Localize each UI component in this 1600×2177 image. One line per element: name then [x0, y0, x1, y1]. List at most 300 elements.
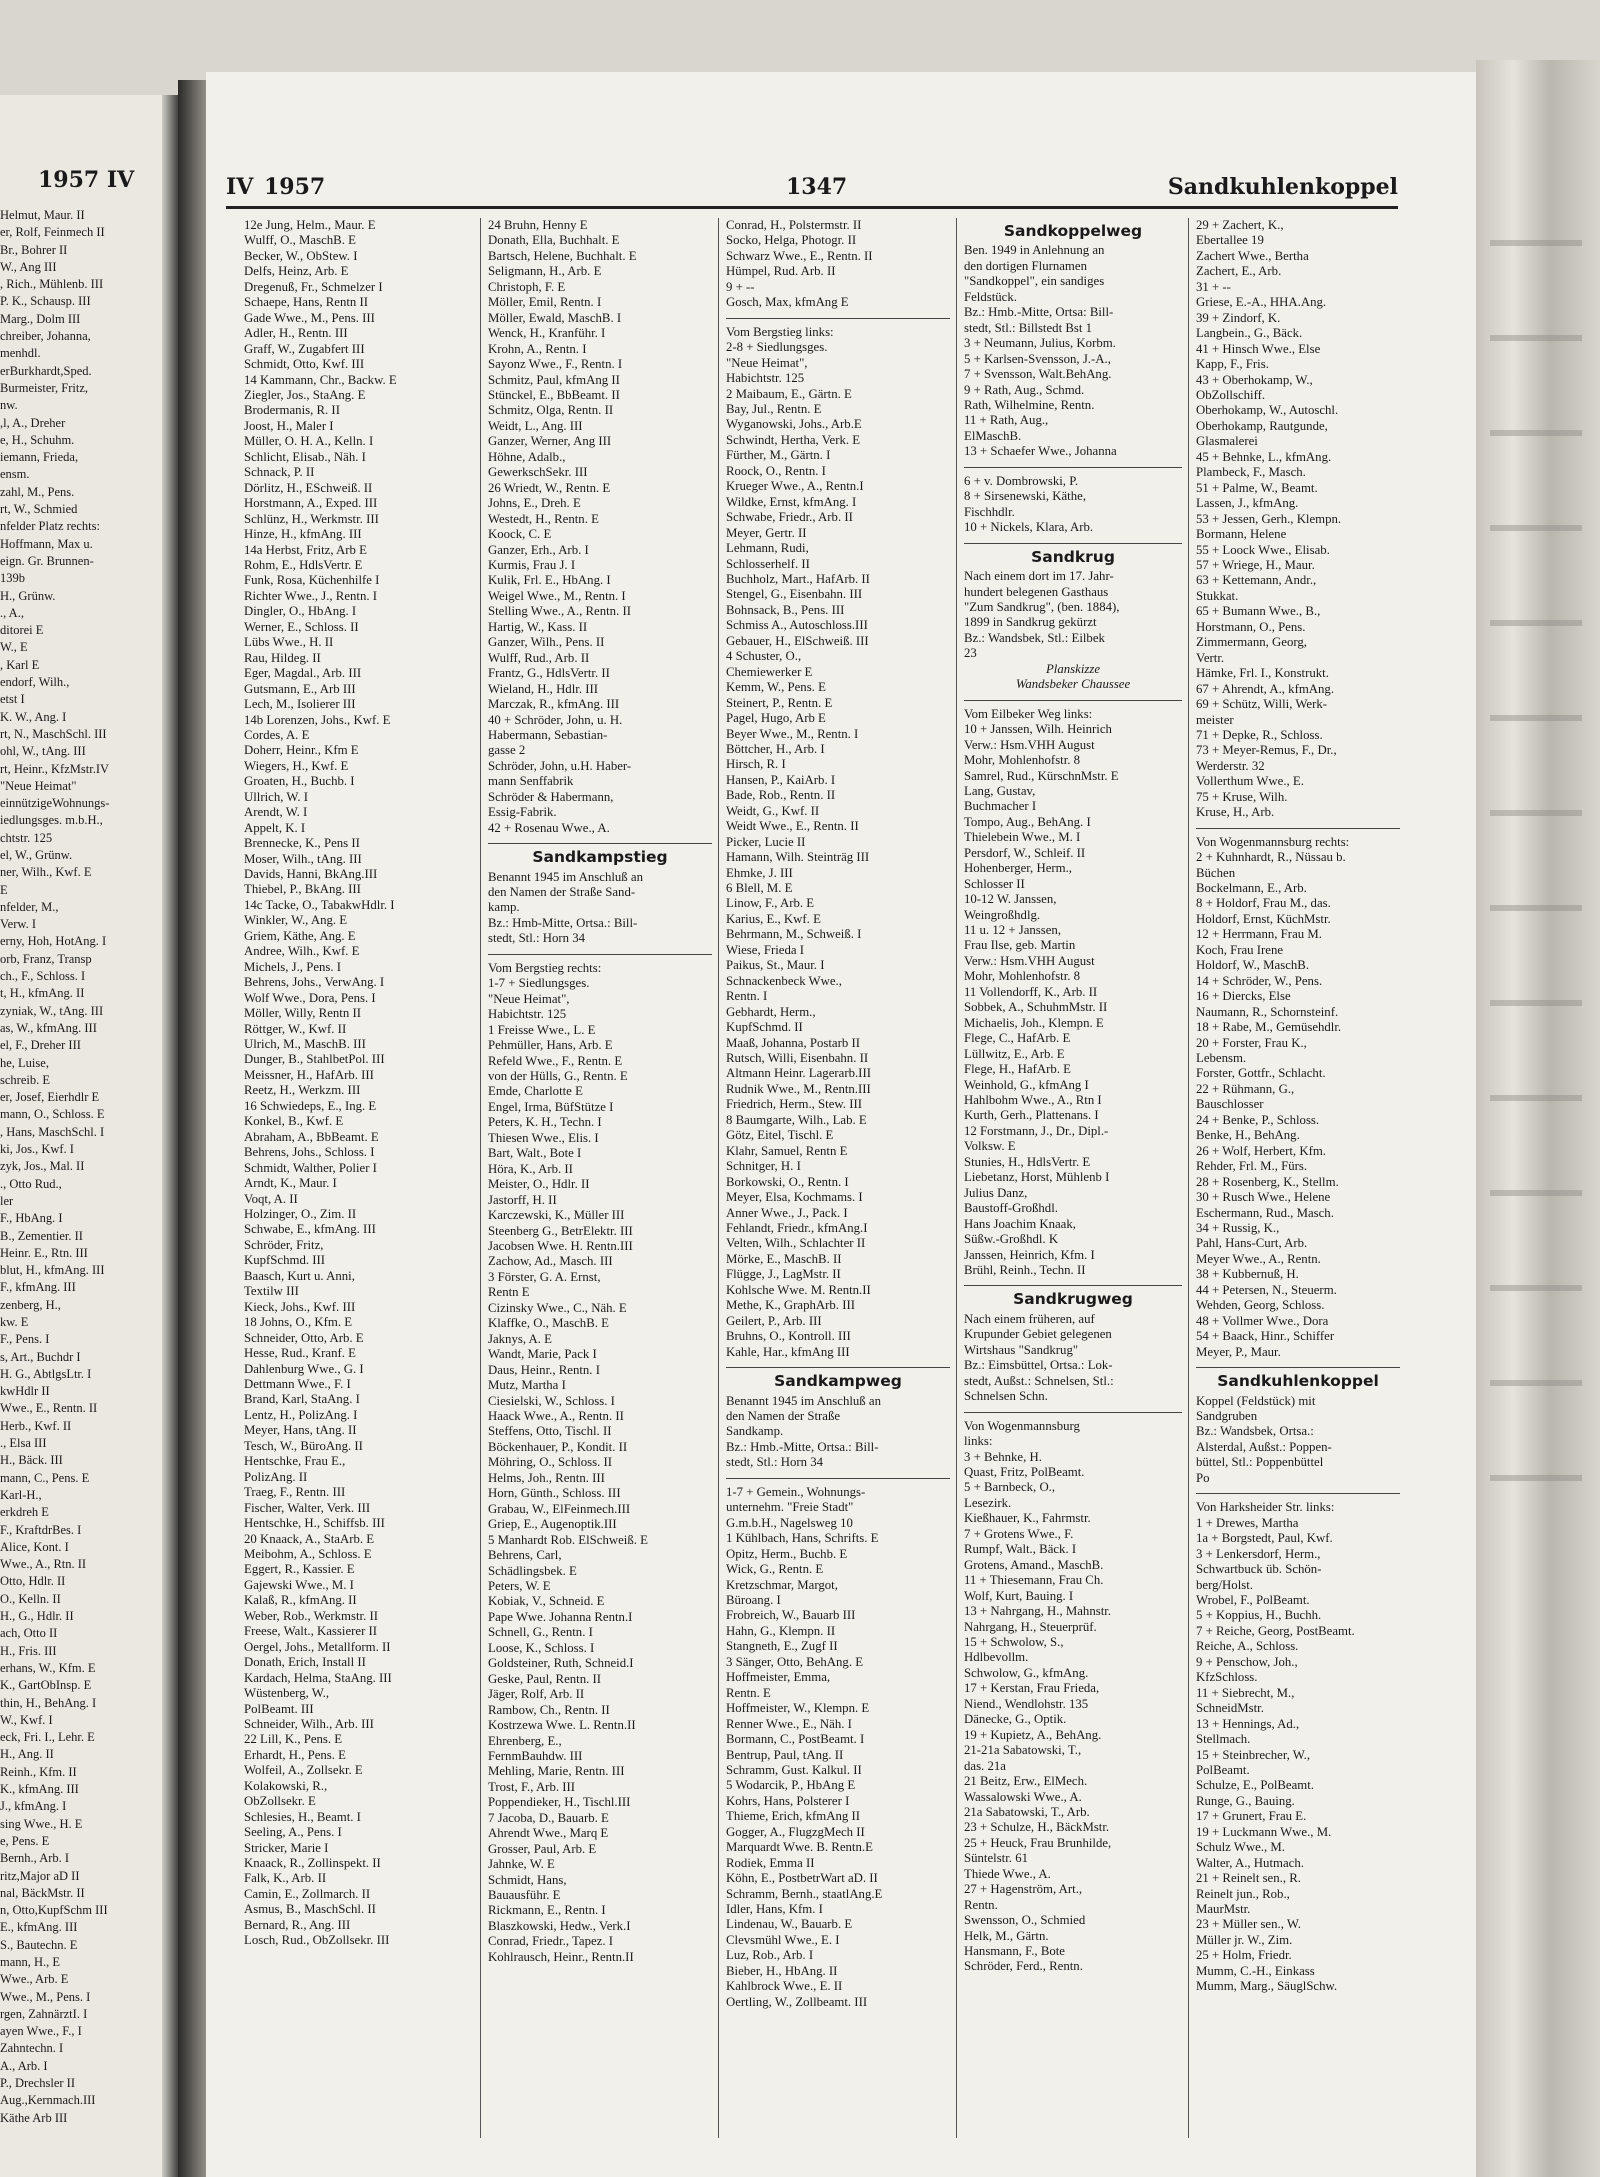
directory-entry: Griese, E.-A., HHA.Ang.: [1196, 295, 1327, 310]
directory-entry: 9 + Rath, Aug., Schmd.: [964, 382, 1085, 397]
directory-entry: Ciesielski, W., Schloss. I: [488, 1393, 615, 1408]
directory-entry: Baasch, Kurt u. Anni,: [244, 1268, 355, 1283]
directory-entry: 65 + Bumann Wwe., B.,: [1196, 604, 1321, 619]
page-edge-stripe: [1490, 1380, 1582, 1386]
directory-entry: Voqt, A. II: [244, 1191, 298, 1206]
directory-entry: Wick, G., Rentn. E: [726, 1562, 824, 1577]
left-page-line: ensm.: [0, 467, 30, 482]
left-page-line: J., kfmAng. I: [0, 1799, 67, 1814]
directory-entry: Kahle, Har., kfmAng III: [726, 1344, 850, 1359]
directory-entry: Plambeck, F., Masch.: [1196, 465, 1306, 480]
directory-entry: 11 + Siebrecht, M.,: [1196, 1685, 1295, 1700]
directory-entry: 24 Bruhn, Henny E: [488, 218, 588, 232]
directory-entry: Stangneth, E., Zugf II: [726, 1639, 838, 1654]
left-page-line: iemann, Frieda,: [0, 450, 79, 465]
directory-entry: Thiebel, P., BkAng. III: [244, 882, 361, 897]
directory-entry: Röttger, W., Kwf. II: [244, 1021, 347, 1036]
header-year: 1957: [264, 174, 326, 200]
directory-entry: 27 + Hagenström, Art.,: [964, 1882, 1083, 1897]
left-page-line: ditorei E: [0, 623, 44, 638]
column-3: [726, 218, 950, 2138]
left-page-header: 1957 IV: [38, 167, 135, 193]
directory-entry: 9 + --: [726, 279, 755, 294]
left-page-line: erny, Hoh, HotAng. I: [0, 934, 107, 949]
directory-entry: Clevsmühl Wwe., E. I: [726, 1932, 840, 1947]
directory-entry: 1 + Drewes, Martha: [1196, 1515, 1299, 1530]
left-page-line: , Karl E: [0, 657, 40, 672]
directory-entry: Anner Wwe., J., Pack. I: [726, 1205, 848, 1220]
directory-entry: Cizinsky Wwe., C., Näh. E: [488, 1300, 627, 1315]
directory-columns: [244, 218, 1400, 2138]
left-page-line: Helmut, Maur. II: [0, 208, 85, 222]
directory-entry: Ebertallee 19: [1196, 233, 1264, 248]
directory-entry: Gebauer, H., ElSchweiß. III: [726, 633, 869, 648]
directory-entry: Meyer, Gertr. II: [726, 525, 807, 540]
directory-entry: Schädlingsbek. E: [488, 1563, 577, 1578]
directory-entry: 7 Jacoba, D., Bauarb. E: [488, 1810, 609, 1825]
directory-entry: Brühl, Reinh., Techn. II: [964, 1263, 1086, 1277]
header-roman: IV: [226, 174, 254, 200]
directory-entry: Eger, Magdal., Arb. III: [244, 666, 362, 681]
left-page-line: er, Rolf, Feinmech II: [0, 225, 105, 240]
page-header: [226, 170, 1398, 209]
street-heading: Sandkuhlenkoppel: [1217, 1374, 1379, 1390]
directory-entry: 53 + Jessen, Gerh., Klempn.: [1196, 511, 1342, 526]
directory-entry: Methe, K., GraphArb. III: [726, 1298, 855, 1313]
directory-entry: Schneider, Otto, Arb. E: [244, 1330, 364, 1345]
directory-entry: Goldsteiner, Ruth, Schneid.I: [488, 1656, 634, 1671]
directory-entry: Böckenhauer, P., Kondit. II: [488, 1439, 628, 1454]
directory-entry: Meyer Wwe., A., Rentn.: [1196, 1251, 1321, 1266]
directory-entry: Stricker, Marie I: [244, 1840, 329, 1855]
left-page: [0, 95, 178, 2177]
left-page-line: 139b: [0, 571, 25, 586]
left-page-line: Hoffmann, Max u.: [0, 536, 93, 551]
left-page-line: erBurkhardt,Sped.: [0, 363, 92, 378]
directory-entry: 4 Schuster, O.,: [726, 649, 802, 664]
directory-entry: Michaelis, Joh., Klempn. E: [964, 1015, 1104, 1030]
directory-entry: Jahnke, W. E: [488, 1857, 555, 1872]
directory-entry: Luz, Rob., Arb. I: [726, 1948, 814, 1963]
page-edge-stripe: [1490, 335, 1582, 341]
directory-entry: 26 Wriedt, W., Rentn. E: [488, 480, 611, 495]
directory-entry: Hansen, P., KaiArb. I: [726, 772, 836, 787]
directory-entry: Krueger Wwe., A., Rentn.I: [726, 479, 864, 494]
left-page-line: etst I: [0, 692, 25, 707]
directory-entry: Gajewski Wwe., M. I: [244, 1577, 354, 1592]
left-page-line: er, Josef, Eierhdlr E: [0, 1090, 100, 1105]
left-page-line: Heinr. E., Rtn. III: [0, 1245, 88, 1260]
directory-entry: Quast, Fritz, PolBeamt.: [964, 1464, 1085, 1479]
directory-entry: 9 + Penschow, Joh.,: [1196, 1654, 1298, 1669]
left-page-line: Otto, Hdlr. II: [0, 1574, 66, 1589]
directory-entry: Schnell, G., Rentn. I: [488, 1625, 593, 1640]
directory-entry: Essig-Fabrik.: [488, 805, 557, 820]
directory-entry: FernmBauhdw. III: [488, 1748, 583, 1763]
directory-entry: Peters, K. H., Techn. I: [488, 1115, 602, 1130]
directory-entry: Falk, K., Arb. II: [244, 1871, 327, 1886]
directory-entry: Kieck, Johs., Kwf. III: [244, 1299, 356, 1314]
directory-entry: Hentschke, Frau E.,: [244, 1454, 346, 1469]
directory-entry: Geilert, P., Arb. III: [726, 1313, 822, 1328]
directory-entry: Wolf Wwe., Dora, Pens. I: [244, 990, 376, 1005]
directory-entry: Buchmacher I: [964, 799, 1037, 814]
left-page-line: endorf, Wilh.,: [0, 675, 70, 690]
directory-entry: Meyer, Hans, tAng. II: [244, 1423, 357, 1438]
left-page-line: iedlungsges. m.b.H.,: [0, 813, 103, 828]
directory-entry: 20 Knaack, A., StaArb. E: [244, 1531, 375, 1546]
directory-entry: Schlicht, Elisab., Näh. I: [244, 449, 366, 464]
directory-entry: Geske, Paul, Rentn. II: [488, 1671, 602, 1686]
directory-entry: Stellmach.: [1196, 1732, 1251, 1747]
left-page-line: Wwe., Arb. E: [0, 1972, 69, 1987]
directory-entry: 8 + Holdorf, Frau M., das.: [1196, 896, 1331, 911]
directory-entry: 28 + Rosenberg, K., Stellm.: [1196, 1174, 1339, 1189]
directory-entry: 13 + Hennings, Ad.,: [1196, 1716, 1300, 1731]
directory-entry: Lindenau, W., Bauarb. E: [726, 1917, 853, 1932]
directory-entry: Bieber, H., HbAng. II: [726, 1963, 838, 1978]
directory-entry: Von Harksheider Str. links:: [1196, 1500, 1335, 1515]
directory-entry: KfzSchloss.: [1196, 1670, 1258, 1685]
directory-entry: Refeld Wwe., F., Rentn. E: [488, 1053, 623, 1068]
directory-entry: Müller jr. W., Zim.: [1196, 1932, 1293, 1947]
left-page-line: ler: [0, 1193, 14, 1208]
directory-entry: Sandkamp.: [726, 1424, 784, 1439]
directory-entry: Pape Wwe. Johanna Rentn.I: [488, 1609, 633, 1624]
left-page-line: Wwe., A., Rtn. II: [0, 1557, 87, 1572]
directory-entry: Horstmann, A., Exped. III: [244, 496, 378, 511]
directory-entry: KupfSchmd. III: [244, 1253, 326, 1268]
directory-entry: Bz.: Hmb.-Mitte, Ortsa.: Bill-: [726, 1439, 879, 1454]
directory-entry: 48 + Vollmer Wwe., Dora: [1196, 1313, 1329, 1328]
directory-entry: Meyer, P., Maur.: [1196, 1344, 1281, 1359]
left-page-line: Zahntechn. I: [0, 2041, 64, 2056]
directory-entry: Wolf, Kurt, Bauing. I: [964, 1588, 1074, 1603]
directory-entry: hundert belegenen Gasthaus: [964, 584, 1109, 599]
directory-entry: Lang, Gustav,: [964, 783, 1036, 798]
directory-entry: Conrad, H., Polstermstr. II: [726, 218, 862, 232]
directory-entry: Rehder, Frl. M., Fürs.: [1196, 1159, 1308, 1174]
directory-entry: Julius Danz,: [964, 1185, 1028, 1200]
directory-entry: Andree, Wilh., Kwf. E: [244, 944, 360, 959]
directory-entry: Erhardt, H., Pens. E: [244, 1747, 347, 1762]
directory-entry: von der Hülls, G., Rentn. E: [488, 1069, 628, 1084]
left-page-line: F., KraftdrBes. I: [0, 1522, 82, 1537]
directory-entry: Dahlenburg Wwe., G. I: [244, 1361, 364, 1376]
directory-entry: Weinhold, G., kfmAng I: [964, 1077, 1089, 1092]
directory-entry: stedt, Stl.: Horn 34: [726, 1455, 824, 1470]
left-page-line: nfelder Platz rechts:: [0, 519, 100, 534]
left-page-line: nal, BäckMstr. II: [0, 1885, 85, 1900]
directory-entry: Runge, G., Bauing.: [1196, 1793, 1295, 1808]
italic-note: Wandsbeker Chaussee: [1015, 677, 1131, 692]
left-page-line: F., Pens. I: [0, 1332, 50, 1347]
directory-entry: Schmidt, Otto, Kwf. III: [244, 357, 365, 372]
directory-entry: 19 + Luckmann Wwe., M.: [1196, 1824, 1332, 1839]
directory-entry: 45 + Behnke, L., kfmAng.: [1196, 449, 1332, 464]
directory-entry: Ahrendt Wwe., Marq E: [488, 1826, 609, 1841]
directory-entry: 26 + Wolf, Herbert, Kfm.: [1196, 1143, 1326, 1158]
directory-entry: Rentn. I: [726, 989, 768, 1004]
directory-entry: Persdorf, W., Schleif. II: [964, 845, 1086, 860]
directory-entry: Wehden, Georg, Schloss.: [1196, 1298, 1325, 1313]
left-page-line: kw. E: [0, 1315, 29, 1329]
directory-entry: Idler, Hans, Kfm. I: [726, 1902, 823, 1917]
section-rule: [964, 1412, 1182, 1413]
directory-entry: Reinelt jun., Rob.,: [1196, 1886, 1290, 1901]
directory-entry: 39 + Zindorf, K.: [1196, 310, 1281, 325]
left-page-line: Wwe., E., Rentn. II: [0, 1401, 98, 1416]
directory-entry: stedt, Stl.: Billstedt Bst 1: [964, 320, 1092, 335]
directory-entry: Bernard, R., Ang. III: [244, 1917, 351, 1932]
directory-entry: Grotens, Amand., MaschB.: [964, 1557, 1104, 1572]
directory-entry: 5 + Barnbeck, O.,: [964, 1480, 1056, 1495]
left-page-line: ayen Wwe., F., I: [0, 2024, 82, 2039]
directory-entry: Kostrzewa Wwe. L. Rentn.II: [488, 1718, 636, 1733]
left-page-line: H. G., AbtlgsLtr. I: [0, 1366, 92, 1381]
directory-entry: Forster, Gottfr., Schlacht.: [1196, 1066, 1326, 1081]
directory-entry: 55 + Loock Wwe., Elisab.: [1196, 542, 1330, 557]
directory-entry: Böttcher, H., Arb. I: [726, 741, 825, 756]
directory-entry: Paikus, St., Maur. I: [726, 958, 825, 973]
street-heading: Sandkoppelweg: [1003, 224, 1143, 240]
directory-entry: Höhne, Adalb.,: [488, 449, 566, 464]
directory-entry: 11 Vollendorff, K., Arb. II: [964, 984, 1098, 999]
directory-entry: 11 u. 12 + Janssen,: [964, 923, 1062, 938]
directory-entry: 2 Maibaum, E., Gärtn. E: [726, 386, 852, 401]
directory-entry: 69 + Schütz, Willi, Werk-: [1196, 697, 1328, 712]
directory-entry: Mutz, Martha I: [488, 1378, 566, 1393]
directory-entry: Michels, J., Pens. I: [244, 959, 342, 974]
directory-entry: Ganzer, Erh., Arb. I: [488, 542, 589, 557]
directory-entry: Doherr, Heinr., Kfm E: [244, 743, 359, 758]
directory-entry: gasse 2: [488, 743, 526, 758]
directory-entry: Glasmalerei: [1196, 434, 1258, 449]
left-page-line: S., Bautechn. E: [0, 1937, 78, 1952]
directory-entry: Vollerthum Wwe., E.: [1196, 774, 1304, 789]
directory-entry: Weingroßhdlg.: [964, 907, 1041, 922]
directory-entry: Schröder, John, u.H. Haber-: [488, 758, 632, 773]
directory-entry: Schwabe, Friedr., Arb. II: [726, 510, 853, 525]
page-edge-stripe: [1490, 1190, 1582, 1196]
directory-entry: Lesezirk.: [964, 1495, 1012, 1510]
directory-entry: Thielebein Wwe., M. I: [964, 830, 1081, 845]
directory-entry: 3 Sänger, Otto, BehAng. E: [726, 1654, 864, 1669]
left-page-line: menhdl.: [0, 346, 41, 361]
directory-entry: Ulrich, M., MaschB. III: [244, 1037, 366, 1052]
directory-entry: 18 Johns, O., Kfm. E: [244, 1315, 353, 1330]
page-edge-stripe: [1490, 240, 1582, 246]
directory-entry: Kardach, Helma, StaAng. III: [244, 1670, 392, 1685]
left-page-line: eck, Fri. I., Lehr. E: [0, 1730, 95, 1745]
left-page-line: E: [0, 882, 8, 897]
directory-entry: 71 + Depke, R., Schloss.: [1196, 727, 1323, 742]
directory-entry: Schmitz, Paul, kfmAng II: [488, 372, 620, 387]
directory-entry: Schwabe, E., kfmAng. III: [244, 1222, 376, 1237]
directory-entry: Schwindt, Hertha, Verk. E: [726, 432, 861, 447]
directory-entry: 22 + Rühmann, G.,: [1196, 1081, 1295, 1096]
directory-entry: Arndt, K., Maur. I: [244, 1176, 337, 1191]
directory-entry: Vertr.: [1196, 650, 1225, 665]
directory-entry: Meister, O., Hdlr. II: [488, 1177, 590, 1192]
directory-entry: 2-8 + Siedlungsges.: [726, 340, 828, 355]
directory-entry: Winkler, W., Ang. E: [244, 913, 348, 928]
left-page-line: rt, W., Schmied: [0, 502, 78, 517]
column-divider: [718, 218, 719, 2138]
left-page-line: ach, Otto II: [0, 1626, 58, 1641]
directory-entry: Bormann, Helene: [1196, 527, 1287, 542]
directory-entry: Abraham, A., BbBeamt. E: [244, 1129, 379, 1144]
directory-entry: Werderstr. 32: [1196, 758, 1265, 773]
directory-entry: SchneidMstr.: [1196, 1701, 1264, 1716]
left-page-line: thin, H., BehAng. I: [0, 1695, 97, 1710]
directory-entry: 44 + Petersen, N., Steuerm.: [1196, 1282, 1337, 1297]
directory-entry: Frobreich, W., Bauarb III: [726, 1608, 856, 1623]
directory-entry: Wieland, H., Hdlr. III: [488, 681, 599, 696]
left-page-line: e, Pens. E: [0, 1833, 50, 1848]
directory-entry: Hohenberger, Herm.,: [964, 861, 1072, 876]
directory-entry: Klahr, Samuel, Rentn E: [726, 1143, 848, 1158]
directory-entry: Daus, Heinr., Rentn. I: [488, 1362, 600, 1377]
directory-entry: Graff, W., Zugabfert III: [244, 341, 365, 356]
directory-entry: Fehlandt, Friedr., kfmAng.I: [726, 1221, 868, 1235]
directory-entry: stedt, Außst.: Schnelsen, Stl.:: [964, 1373, 1114, 1388]
directory-entry: Donath, Ella, Buchhalt. E: [488, 233, 620, 248]
directory-entry: Picker, Lucie II: [726, 834, 806, 849]
page-edge-stripe: [1490, 525, 1582, 531]
directory-entry: 5 + Karlsen-Svensson, J.-A.,: [964, 351, 1111, 366]
directory-entry: Mumm, C.-H., Einkass: [1196, 1963, 1315, 1978]
directory-entry: Kruse, H., Arb.: [1196, 805, 1275, 820]
directory-entry: Rumpf, Walt., Bäck. I: [964, 1542, 1077, 1557]
directory-entry: 42 + Rosenau Wwe., A.: [488, 820, 610, 835]
directory-entry: Zachert, E., Arb.: [1196, 264, 1282, 279]
directory-entry: Mumm, Marg., SäuglSchw.: [1196, 1979, 1338, 1994]
directory-entry: 75 + Kruse, Wilh.: [1196, 789, 1288, 804]
directory-entry: Meibohm, A., Schloss. E: [244, 1546, 372, 1561]
directory-entry: Johns, E., Dreh. E: [488, 496, 581, 511]
section-rule: [964, 467, 1182, 468]
directory-entry: 40 + Schröder, John, u. H.: [488, 712, 623, 727]
directory-entry: PolizAng. II: [244, 1469, 308, 1484]
left-page-line: P. K., Schausp. III: [0, 294, 91, 309]
directory-entry: Bz.: Eimsbüttel, Ortsa.: Lok-: [964, 1358, 1113, 1373]
directory-entry: Griep, E., Augenoptik.III: [488, 1517, 617, 1532]
directory-entry: Dörlitz, H., ESchweiß. II: [244, 480, 373, 495]
directory-entry: Zachow, Ad., Masch. III: [488, 1254, 613, 1269]
directory-entry: Christoph, F. E: [488, 279, 566, 294]
directory-entry: Vom Eilbeker Weg links:: [964, 706, 1093, 721]
directory-entry: 1 Freisse Wwe., L. E: [488, 1022, 596, 1037]
directory-entry: Marquardt Wwe. B. Rentn.E: [726, 1840, 873, 1855]
directory-entry: Behrens, Johs., Schloss. I: [244, 1145, 375, 1160]
directory-entry: 7 + Grotens Wwe., F.: [964, 1526, 1074, 1541]
directory-entry: Flege, H., HafArb. E: [964, 1062, 1071, 1077]
directory-entry: Kalaß, R., kfmAng. II: [244, 1593, 357, 1608]
directory-entry: Grosser, Paul, Arb. E: [488, 1841, 597, 1856]
directory-entry: Koock, C. E: [488, 527, 552, 542]
directory-entry: 8 + Sirsenewski, Käthe,: [964, 489, 1087, 504]
directory-entry: 25 + Holm, Friedr.: [1196, 1948, 1292, 1963]
left-page-line: ohl, W., tAng. III: [0, 744, 86, 759]
header-street-title: Sandkuhlenkoppel: [1167, 174, 1398, 200]
left-page-line: ki, Jos., Kwf. I: [0, 1142, 74, 1157]
directory-entry: ElMaschB.: [964, 428, 1022, 443]
directory-entry: 5 Wodarcik, P., HbAng E: [726, 1778, 856, 1793]
directory-entry: Karczewski, K., Müller III: [488, 1208, 625, 1223]
directory-entry: 29 + Zachert, K.,: [1196, 218, 1284, 232]
section-rule: [1196, 1493, 1400, 1494]
directory-entry: Richter Wwe., J., Rentn. I: [244, 588, 378, 603]
directory-entry: Wolfeil, A., Zollsekr. E: [244, 1763, 363, 1778]
left-page-line: Bernh., Arb. I: [0, 1851, 70, 1866]
directory-entry: Schramm, Gust. Kalkul. II: [726, 1762, 862, 1777]
directory-entry: Schmiss A., Autoschloss.III: [726, 618, 868, 633]
directory-entry: Pagel, Hugo, Arb E: [726, 711, 826, 726]
directory-entry: Schröder, Fritz,: [244, 1237, 324, 1252]
directory-entry: Buchholz, Mart., HafArb. II: [726, 571, 870, 586]
left-page-line: F., HbAng. I: [0, 1211, 63, 1226]
directory-entry: 19 + Kupietz, A., BehAng.: [964, 1727, 1102, 1742]
directory-entry: Rohm, E., HdlsVertr. E: [244, 557, 363, 572]
directory-entry: Hdlbevollm.: [964, 1650, 1029, 1665]
column-divider: [480, 218, 481, 2138]
left-page-line: W., Ang III: [0, 259, 57, 274]
directory-entry: 41 + Hinsch Wwe., Else: [1196, 341, 1321, 356]
directory-entry: Seligmann, H., Arb. E: [488, 264, 602, 279]
directory-entry: 23 + Schulze, H., BäckMstr.: [964, 1820, 1110, 1835]
directory-entry: Rutsch, Willi, Eisenbahn. II: [726, 1051, 869, 1066]
left-page-line: erhans, W., Kfm. E: [0, 1660, 96, 1675]
directory-entry: Weidt Wwe., E., Rentn. II: [726, 819, 859, 834]
directory-entry: Lehmann, Rudi,: [726, 541, 809, 556]
directory-entry: Rodiek, Emma II: [726, 1855, 815, 1870]
directory-entry: Ganzer, Wilh., Pens. II: [488, 635, 605, 650]
directory-entry: Rentn.: [964, 1897, 998, 1912]
directory-entry: Dregenuß, Fr., Schmelzer I: [244, 279, 383, 294]
directory-entry: Brennecke, K., Pens II: [244, 836, 360, 851]
directory-entry: Ganzer, Werner, Ang III: [488, 434, 612, 449]
left-page-line: Käthe Arb III: [0, 2110, 68, 2125]
page-edge-stripe: [1490, 620, 1582, 626]
directory-entry: Stunies, H., HdlsVertr. E: [964, 1154, 1091, 1169]
directory-entry: mann Senffabrik: [488, 774, 574, 789]
directory-entry: Hoffmeister, W., Klempn. E: [726, 1701, 870, 1716]
page-edge-stripe: [1490, 1000, 1582, 1006]
directory-entry: Weidt, G., Kwf. II: [726, 803, 820, 818]
directory-entry: Bormann, C., PostBeamt. I: [726, 1732, 865, 1747]
book-spine: [178, 80, 208, 2177]
directory-entry: 21-21a Sabatowski, T.,: [964, 1743, 1082, 1758]
directory-entry: Velten, Wilh., Schlachter II: [726, 1236, 866, 1251]
directory-entry: 1 Kühlbach, Hans, Schrifts. E: [726, 1531, 879, 1546]
directory-entry: unternehm. "Freie Stadt": [726, 1500, 854, 1515]
directory-entry: 67 + Ahrendt, A., kfmAng.: [1196, 681, 1335, 696]
directory-entry: Schwartbuck üb. Schön-: [1196, 1562, 1322, 1577]
directory-entry: 1-7 + Siedlungsges.: [488, 976, 590, 991]
street-heading: Sandkampweg: [774, 1374, 902, 1390]
directory-entry: Hinze, H., kfmAng. III: [244, 527, 362, 542]
page-edge-stripe: [1490, 1095, 1582, 1101]
left-page-line: H., Grünw.: [0, 588, 56, 603]
directory-entry: Naumann, R., Schornsteinf.: [1196, 1004, 1339, 1019]
directory-entry: Kretzschmar, Margot,: [726, 1577, 838, 1592]
directory-entry: Hartig, W., Kass. II: [488, 619, 588, 634]
section-rule: [964, 1285, 1182, 1286]
left-page-line: erkdreh E: [0, 1505, 49, 1520]
directory-entry: PolBeamt. III: [244, 1701, 314, 1716]
column-5: [1196, 218, 1400, 2138]
